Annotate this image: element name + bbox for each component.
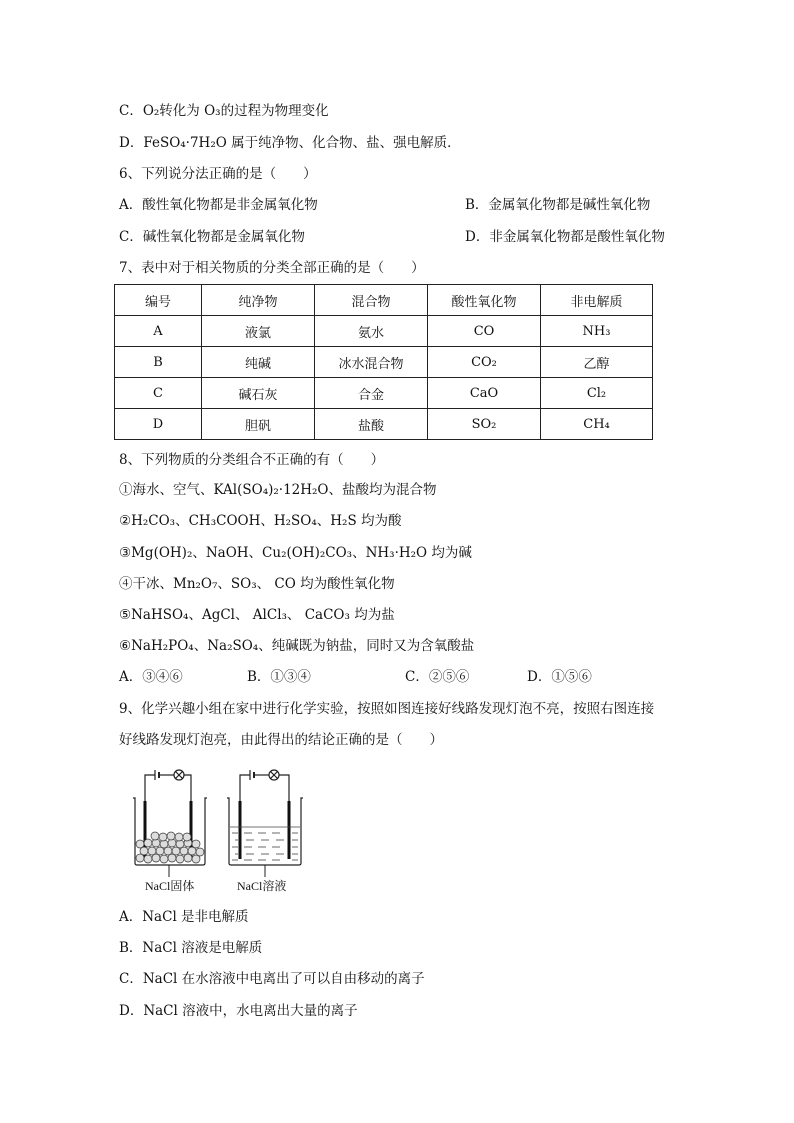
- q6-stem: 6、下列说分法正确的是（ ）: [119, 166, 317, 182]
- table-cell: 液氯: [202, 316, 315, 347]
- table-cell: 碱石灰: [202, 378, 315, 409]
- q9-option-d: D．NaCl 溶液中，水电离出大量的离子: [119, 1003, 358, 1019]
- q8-item-5: ⑤NaHSO₄、AgCl、 AlCl₃、 CaCO₃ 均为盐: [119, 607, 395, 623]
- q8-item-6: ⑥NaH₂PO₄、Na₂SO₄、纯碱既为钠盐，同时又为含氧酸盐: [119, 638, 475, 654]
- table-cell: CO: [428, 316, 541, 347]
- table-cell: CH₄: [541, 409, 653, 440]
- table-cell: 合金: [315, 378, 428, 409]
- table-cell: NH₃: [541, 316, 653, 347]
- q6-option-d: D．非金属氧化物都是酸性氧化物: [465, 229, 665, 245]
- circuit-diagram: [125, 765, 305, 895]
- table-cell: 氨水: [315, 316, 428, 347]
- table-row: [115, 347, 653, 378]
- q8-option-c: C．②⑤⑥: [405, 669, 470, 685]
- table-cell: 纯碱: [202, 347, 315, 378]
- nacl-solution-label: NaCl溶液: [237, 879, 287, 893]
- table-header-row: [115, 285, 653, 316]
- conductivity-experiment-figure: [125, 765, 305, 895]
- q6-option-b: B．金属氧化物都是碱性氧化物: [465, 197, 651, 213]
- q8-item-4: ④干冰、Mn₂O₇、SO₃、 CO 均为酸性氧化物: [119, 576, 395, 592]
- q9-option-c: C．NaCl 在水溶液中电离出了可以自由移动的离子: [119, 971, 425, 987]
- table-header-cell: 编号: [115, 285, 202, 316]
- table-cell: SO₂: [428, 409, 541, 440]
- q9-option-a: A．NaCl 是非电解质: [119, 909, 249, 925]
- q7-stem: 7、表中对于相关物质的分类全部正确的是（ ）: [119, 260, 425, 276]
- q8-stem: 8、下列物质的分类组合不正确的有（ ）: [119, 452, 385, 468]
- table-cell: D: [115, 409, 202, 440]
- table-row: [115, 316, 653, 347]
- left-electrode: [239, 801, 242, 859]
- table-cell: 乙醇: [541, 347, 653, 378]
- q5-option-d: D．FeSO₄·7H₂O 属于纯净物、化合物、盐、强电解质．: [119, 135, 461, 151]
- q9-stem-line1: 9、化学兴趣小组在家中进行化学实验，按照如图连接好线路发现灯泡不亮，按照右图连接: [119, 701, 655, 717]
- table-cell: 胆矾: [202, 409, 315, 440]
- q6-option-c: C．碱性氧化物都是金属氧化物: [119, 229, 305, 245]
- q9-option-b: B．NaCl 溶液是电解质: [119, 940, 263, 956]
- q8-item-1: ①海水、空气、KAl(SO₄)₂·12H₂O、盐酸均为混合物: [119, 482, 437, 498]
- q8-item-2: ②H₂CO₃、CH₃COOH、H₂SO₄、H₂S 均为酸: [119, 513, 402, 529]
- table-cell: 盐酸: [315, 409, 428, 440]
- classification-table: [114, 284, 653, 440]
- table-cell: 冰水混合物: [315, 347, 428, 378]
- right-electrode: [288, 801, 291, 859]
- table-row: [115, 378, 653, 409]
- q5-option-c: C．O₂转化为 O₃的过程为物理变化: [119, 103, 329, 119]
- table-cell: C: [115, 378, 202, 409]
- table-header-cell: 纯净物: [202, 285, 315, 316]
- q8-item-3: ③Mg(OH)₂、NaOH、Cu₂(OH)₂CO₃、NH₃·H₂O 均为碱: [119, 545, 472, 561]
- table-cell: CaO: [428, 378, 541, 409]
- table-cell: CO₂: [428, 347, 541, 378]
- right-circuit: [227, 770, 303, 865]
- table-header-cell: 非电解质: [541, 285, 653, 316]
- q8-option-b: B．①③④: [247, 669, 311, 685]
- table-cell: A: [115, 316, 202, 347]
- table-header-cell: 混合物: [315, 285, 428, 316]
- q9-stem-line2: 好线路发现灯泡亮，由此得出的结论正确的是（ ）: [119, 732, 443, 748]
- q8-option-d: D．①⑤⑥: [527, 669, 592, 685]
- nacl-solid-label: NaCl固体: [145, 879, 195, 893]
- table-cell: B: [115, 347, 202, 378]
- table-cell: Cl₂: [541, 378, 653, 409]
- table-row: [115, 409, 653, 440]
- table-header-cell: 酸性氧化物: [428, 285, 541, 316]
- q8-option-a: A．③④⑥: [119, 669, 183, 685]
- q6-option-a: A．酸性氧化物都是非金属氧化物: [119, 197, 318, 213]
